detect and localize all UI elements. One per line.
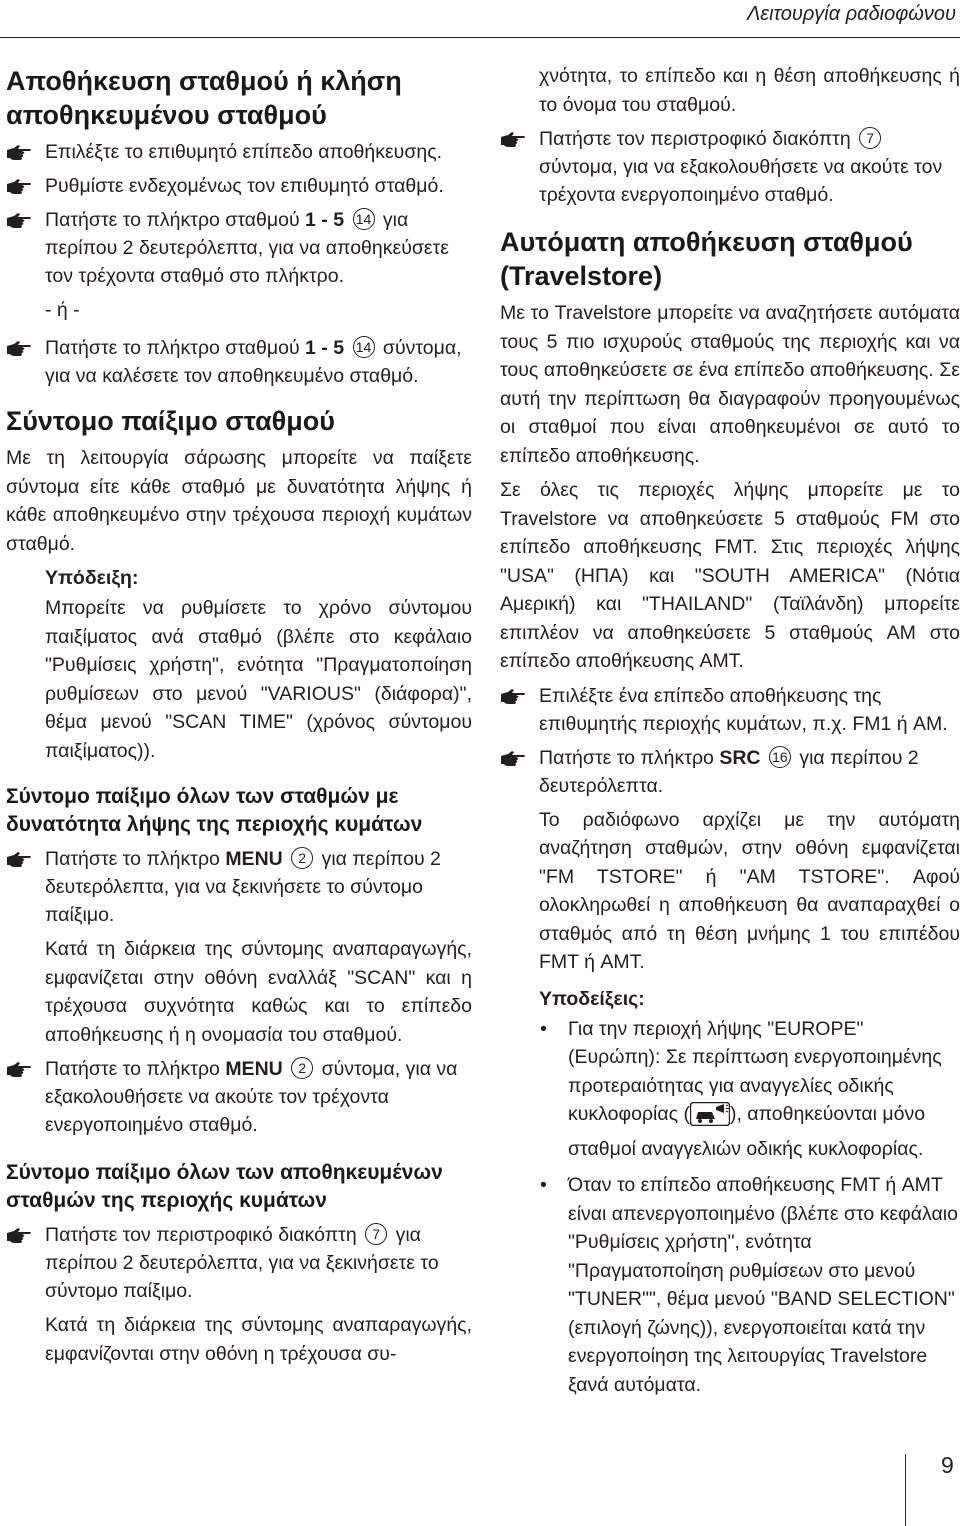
step-text: Πατήστε το πλήκτρο σταθμού [45, 209, 300, 231]
or-separator: - ή - [45, 299, 80, 321]
station-key-label: 1 - 5 [305, 209, 345, 231]
step-text: Πατήστε το πλήκτρο [539, 746, 714, 769]
instruction-step [500, 682, 960, 738]
bullet-mark: • [540, 1174, 547, 1196]
bullet-text: ), αποθηκεύονται μόνο σταθμοί αναγγελιών οδικής κυκλοφορίας. [568, 1103, 926, 1160]
page-number: 9 [941, 1452, 954, 1478]
instruction-step [6, 334, 472, 390]
section-title-scan-stored: Σύντομο παίξιμο όλων των αποθηκευμένων σταθμών της περιοχής κυμάτων [6, 1161, 443, 1212]
pointing-hand-icon [500, 125, 530, 153]
step-text: σύντομα, για να εξακολουθήσετε να ακούτε τον τρέχοντα ενεργοποιημένο σταθμό. [45, 1058, 458, 1136]
paragraph: Με το Travelstore μπορείτε να αναζητήσετε αυτόματα τους 5 πιο ισχυρούς σταθμούς της περιοχής και να τους αποθηκεύσετε σε ένα επίπεδο αποθήκευσης. Σε αυτή την περίπτωση θα διαγραφούν προηγουμένως οι σταθμοί που είναι αποθηκευμένοι σε αυτό το επίπεδο αποθήκευσης. [500, 302, 960, 467]
paragraph-continued: χνότητα, το επίπεδο και η θέση αποθήκευσης ή το όνομα του σταθμού. [539, 65, 960, 116]
paragraph: Κατά τη διάρκεια της σύντομης αναπαραγωγής, εμφανίζονται στην οθόνη η τρέχουσα συ- [45, 1314, 472, 1365]
notes-title: Υποδείξεις: [539, 987, 645, 1010]
step-text: Επιλέξτε ένα επίπεδο αποθήκευσης της επιθυμητής περιοχής κυμάτων, π.χ. FM1 ή AM. [539, 684, 948, 735]
step-text: Πατήστε το πλήκτρο [45, 848, 220, 870]
step-text: για περίπου 2 δευτερόλεπτα, για να αποθηκεύσετε τον τρέχοντα σταθμό στο πλήκτρο. [45, 209, 449, 287]
step-text: σύντομα, για να εξακολουθήσετε να ακούτε τον τρέχοντα ενεργοποιημένο σταθμό. [539, 156, 943, 206]
instruction-step [6, 1221, 472, 1305]
note-text: Μπορείτε να ρυθμίσετε το χρόνο σύντομου παιξίματος ανά σταθμό (βλέπε στο κεφάλαιο "Ρυθμίσεις χρήστη", ενότητα "Πραγματοποίηση ρυθμίσεων στο μενού "VARIOUS" (διάφορα)", θέμα μενού "SCAN TIME" (χρόνος σύντομου παιξίματος)). [45, 597, 472, 762]
section-title-store-station: Αποθήκευση σταθμού ή κλήση αποθηκευμένου σταθμού [6, 66, 402, 130]
reference-number-badge: 2 [291, 1057, 313, 1079]
bullet-text: Για την περιοχή λήψης "EUROPE" (Ευρώπη): Σε περίπτωση ενεργοποιημένης προτεραιότητας για αναγγελίες οδικής κυκλοφορίας ( [568, 1017, 942, 1125]
paragraph: Κατά τη διάρκεια της σύντομης αναπαραγωγής, εμφανίζεται στην οθόνη εναλλάξ "SCAN" και η τρέχουσα συχνότητα καθώς και το επίπεδο αποθήκευσης ή η ονομασία του σταθμού. [45, 938, 472, 1046]
reference-number-badge: 16 [769, 746, 791, 768]
step-text: Πατήστε τον περιστροφικό διακόπτη [539, 128, 851, 150]
step-text: Πατήστε το πλήκτρο [45, 1058, 220, 1080]
section-title-scan: Σύντομο παίξιμο σταθμού [6, 406, 335, 436]
note-bullet [500, 1015, 960, 1164]
header-title: Λειτουργία ραδιοφώνου [746, 3, 956, 25]
bullet-text: Όταν το επίπεδο αποθήκευσης FMT ή AMT είναι απενεργοποιημένο (βλέπε στο κεφάλαιο "Ρυθμίσεις χρήστη", ενότητα "Πραγματοποίηση ρυθμίσεων στο μενού "TUNER"", θέμα μενού "BAND SELECTION" (επιλογή ζώνης)), ενεργοποιείται κατά την ενεργοποίηση της λειτουργίας Travelstore ξανά αυτόματα. [568, 1174, 958, 1396]
menu-key-label: MENU [225, 848, 283, 870]
header-rule [0, 37, 960, 38]
right-column [500, 62, 960, 1407]
pointing-hand-icon [6, 1221, 36, 1249]
reference-number-badge: 7 [365, 1223, 387, 1245]
section-title-travelstore: Αυτόματη αποθήκευση σταθμού (Travelstore) [500, 227, 913, 291]
src-key-label: SRC [719, 746, 761, 769]
paragraph: Με τη λειτουργία σάρωσης μπορείτε να παίξετε σύντομα είτε κάθε σταθμό με δυνατότητα λήψης ή κάθε αποθηκευμένο στην τρέχουσα περιοχή κυμάτων σταθμό. [6, 447, 472, 555]
left-column [6, 64, 472, 1374]
pointing-hand-icon [500, 744, 530, 772]
instruction-step [6, 172, 472, 200]
pointing-hand-icon [6, 138, 36, 166]
paragraph: Σε όλες τις περιοχές λήψης μπορείτε με το Travelstore να αποθηκεύσετε 5 σταθμούς FM στο επίπεδο αποθήκευσης FMT. Στις περιοχές λήψης "USA" (ΗΠΑ) και "SOUTH AMERICA" (Νότια Αμερική) και "THAILAND" (Ταϊλάνδη) μπορείτε επιπλέον να αποθηκεύσετε 5 σταθμούς AM στο επίπεδο αποθήκευσης AMT. [500, 479, 960, 672]
instruction-step [6, 1055, 472, 1139]
bullet-mark: • [540, 1017, 547, 1040]
reference-number-badge: 7 [859, 127, 881, 149]
reference-number-badge: 14 [353, 336, 375, 358]
instruction-step [500, 125, 960, 209]
section-title-scan-receivable: Σύντομο παίξιμο όλων των σταθμών με δυνατότητα λήψης της περιοχής κυμάτων [6, 785, 423, 836]
paragraph: Το ραδιόφωνο αρχίζει με την αυτόματη αναζήτηση σταθμών, στην οθόνη εμφανίζεται "FM TSTORE" ή "AM TSTORE". Αφού ολοκληρωθεί η αποθήκευση θα αναπαραχθεί ο σταθμός από τη θέση μνήμης 1 του επιπέδου FMT ή AMT. [539, 808, 960, 973]
step-text: Ρυθμίστε ενδεχομένως τον επιθυμητό σταθμό. [45, 175, 444, 197]
step-text: σύντομα, για να καλέσετε τον αποθηκευμένο σταθμό. [45, 337, 462, 387]
pointing-hand-icon [6, 845, 36, 873]
pointing-hand-icon [6, 1055, 36, 1083]
reference-number-badge: 14 [353, 208, 375, 230]
pointing-hand-icon [6, 206, 36, 234]
traffic-announcement-icon [690, 1102, 730, 1135]
pointing-hand-icon [6, 334, 36, 362]
reference-number-badge: 2 [291, 847, 313, 869]
station-key-label: 1 - 5 [305, 337, 345, 359]
step-text: για περίπου 2 δευτερόλεπτα. [539, 746, 919, 797]
instruction-step [6, 845, 472, 929]
step-text: Πατήστε το πλήκτρο σταθμού [45, 337, 300, 359]
note-bullet [500, 1171, 960, 1399]
pointing-hand-icon [6, 172, 36, 200]
instruction-step [500, 744, 960, 800]
step-text: για περίπου 2 δευτερόλεπτα, για να ξεκινήσετε το σύντομο παίξιμο. [45, 848, 441, 926]
footer-rule [905, 1454, 906, 1526]
step-text: για περίπου 2 δευτερόλεπτα, για να ξεκινήσετε το σύντομο παίξιμο. [45, 1224, 439, 1302]
menu-key-label: MENU [225, 1058, 283, 1080]
step-text: Επιλέξτε το επιθυμητό επίπεδο αποθήκευσης. [45, 141, 443, 163]
instruction-step [6, 138, 472, 166]
instruction-step [6, 206, 472, 290]
pointing-hand-icon [500, 682, 530, 710]
note-title: Υπόδειξη: [45, 567, 139, 589]
step-text: Πατήστε τον περιστροφικό διακόπτη [45, 1224, 357, 1246]
